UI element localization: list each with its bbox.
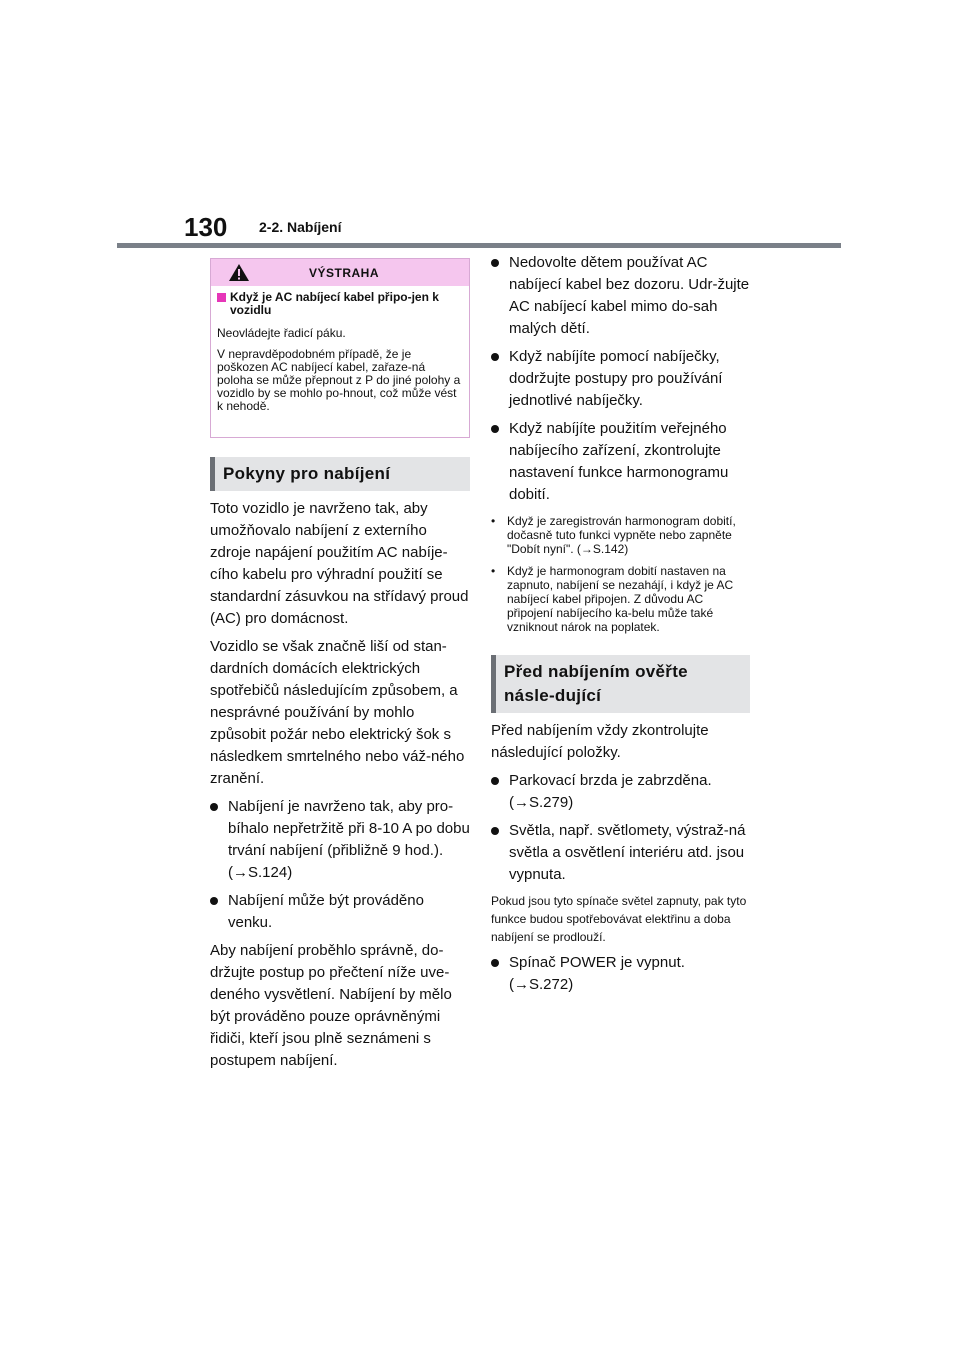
list-item-text: Spínač POWER je vypnut. (→S.272) <box>509 954 685 993</box>
warning-box <box>210 258 470 438</box>
warning-paragraph: Neovládejte řadicí páku. <box>217 326 346 340</box>
warning-triangle-icon <box>228 263 250 282</box>
bullet-icon <box>491 777 499 785</box>
list-item <box>491 952 750 996</box>
list-item <box>210 796 470 884</box>
body-paragraph: Aby nabíjení proběhlo správně, do-držujte postup po přečtení níže uve-deného vysvětlení. Nabíjení by mělo být prováděno pouze oprávněnými řidiči, kteří jsou plně seznámeni s postupem nabíjení. <box>210 942 452 1069</box>
list-item <box>210 890 470 934</box>
list-item-text: Když nabíjíte použitím veřejného nabíjecího zařízení, zkontrolujte nastavení funkce harmonogramu dobití. <box>509 420 729 503</box>
warning-header <box>211 259 469 286</box>
bullet-icon <box>210 803 218 811</box>
bullet-icon <box>210 897 218 905</box>
small-note: Pokud jsou tyto spínače světel zapnuty, pak tyto funkce budou spotřebovávat elektřinu a doba nabíjení se prodlouží. <box>491 894 747 944</box>
header-rule <box>117 243 841 248</box>
list-item <box>491 820 750 886</box>
list-item <box>491 252 750 340</box>
note-text: Když je zaregistrován harmonogram dobití, dočasně tuto funkci vypněte nebo zapněte "Dobít nyní". (→S.142) <box>507 514 736 556</box>
bullet-icon <box>491 827 499 835</box>
bullet-icon <box>491 259 499 267</box>
small-bullet-icon: • <box>491 514 496 528</box>
bullet-icon <box>491 425 499 433</box>
list-item-text: Nedovolte dětem používat AC nabíjecí kabel bez dozoru. Udr-žujte AC nabíjecí kabel mimo do-sah malých dětí. <box>509 254 750 337</box>
bullet-icon <box>491 353 499 361</box>
section-title: 2-2. Nabíjení <box>259 219 342 235</box>
warning-subheading-text: Když je AC nabíjecí kabel připo-jen k vozidlu <box>230 290 439 317</box>
list-item <box>491 418 750 506</box>
right-column <box>491 252 750 996</box>
body-paragraph: Toto vozidlo je navrženo tak, aby umožňovalo nabíjení z externího zdroje napájení použitím AC nabíje-cího kabelu pro výhradní použití se standardní zásuvkou na střídavý proud (AC) pro domácnost. <box>210 500 469 627</box>
list-item <box>491 770 750 814</box>
list-item <box>491 346 750 412</box>
note-item <box>491 564 750 634</box>
body-paragraph: Před nabíjením vždy zkontrolujte následující položky. <box>491 722 709 761</box>
note-text: Když je harmonogram dobití nastaven na zapnuto, nabíjení se nezahájí, i když je AC nabíjecí kabel připojen. Z důvodu AC připojení nabíjecího ka-belu může také vzniknout nárok na poplatek. <box>507 564 734 634</box>
list-item-text: Světla, např. světlomety, výstraž-ná světla a osvětlení interiéru atd. jsou vypnuta. <box>509 822 746 883</box>
page-number: 130 <box>184 212 228 242</box>
body-paragraph: Vozidlo se však značně liší od stan-dardních domácích elektrických spotřebičů následujícím způsobem, a nesprávné používání by mohlo způsobit požár nebo elektrický šok s následkem smrtelného nebo váž-ného zranění. <box>210 638 465 787</box>
list-item-text: Nabíjení může být prováděno venku. <box>228 892 424 931</box>
small-bullet-icon: • <box>491 564 496 578</box>
list-item-text: Nabíjení je navrženo tak, aby pro-bíhalo nepřetržitě při 8-10 A po dobu trvání nabíjení (přibližně 9 hod.). (→S.124) <box>228 798 470 881</box>
square-bullet-icon <box>217 293 226 302</box>
note-item <box>491 514 750 556</box>
warning-paragraph: V nepravděpodobném případě, že je poškozen AC nabíjecí kabel, zařaze-ná poloha se může přepnout z P do jiné polohy a vozidlo by se mohlo po-hnout, což může vést k nehodě. <box>217 347 461 413</box>
warning-subheading <box>217 291 463 317</box>
warning-title: VÝSTRAHA <box>308 265 379 280</box>
list-item-text: Když nabíjíte pomocí nabíječky, dodržujte postupy pro používání jednotlivé nabíječky. <box>509 348 723 409</box>
left-column <box>210 258 470 1072</box>
list-item-text: Parkovací brzda je zabrzděna. (→S.279) <box>509 772 712 811</box>
section-heading: Pokyny pro nabíjení <box>210 457 470 491</box>
section-heading: Před nabíjením ověřte násle-dující <box>491 655 750 713</box>
bullet-icon <box>491 959 499 967</box>
